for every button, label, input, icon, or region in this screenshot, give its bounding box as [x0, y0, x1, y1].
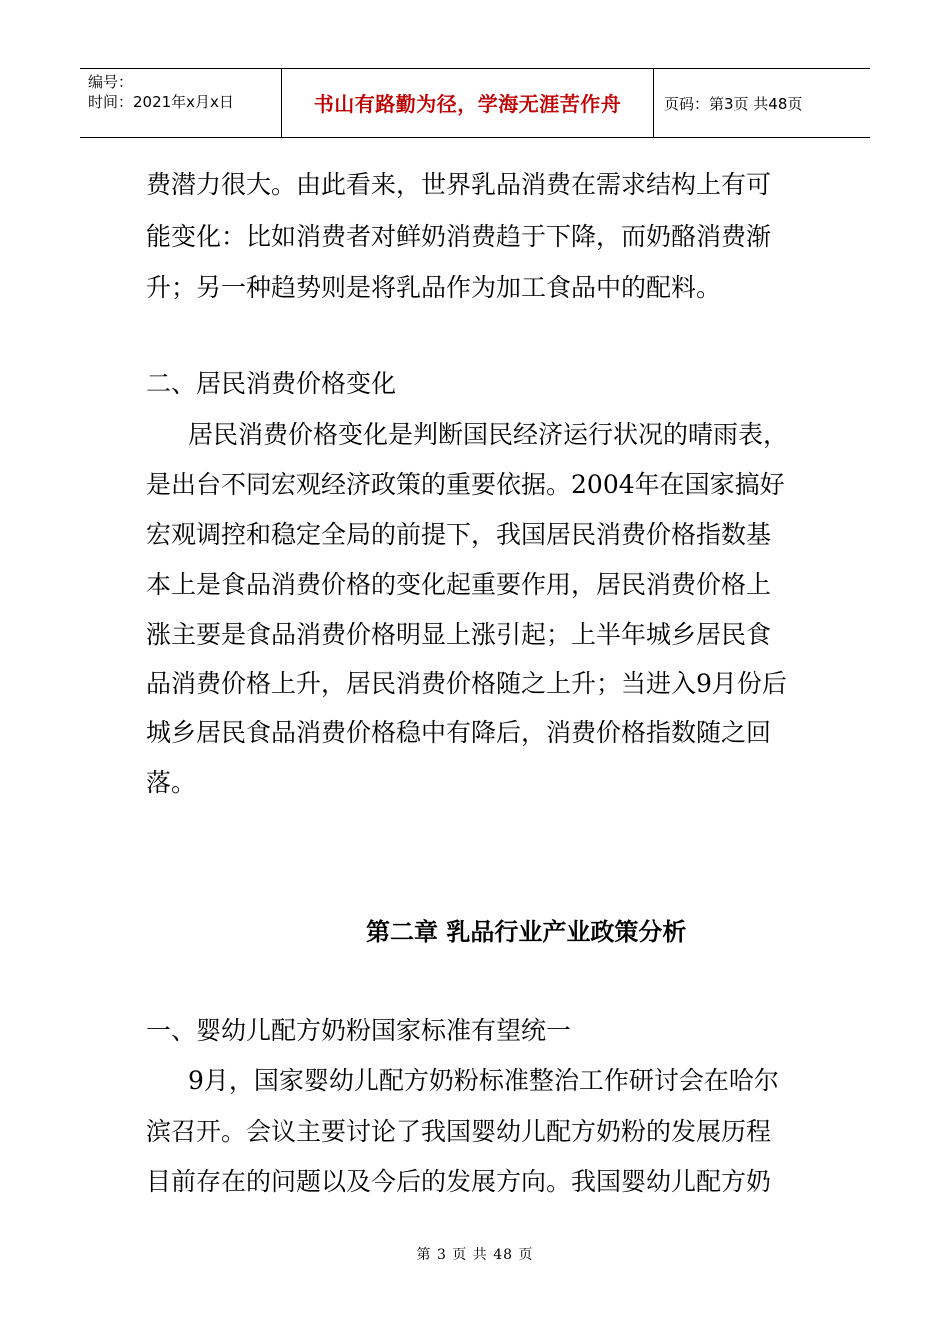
paragraph-line: 费潜力很大。由此看来，世界乳品消费在需求结构上有可	[146, 170, 772, 199]
header-motto: 书山有路勤为径，学海无涯苦作舟	[313, 92, 622, 116]
paragraph-line: 9月，国家婴幼儿配方奶粉标准整治工作研讨会在哈尔	[188, 1066, 779, 1095]
header-middle-cell	[282, 69, 654, 137]
paragraph-line: 目前存在的问题以及今后的发展方向。我国婴幼儿配方奶	[146, 1167, 772, 1196]
paragraph-line: 涨主要是食品消费价格明显上涨引起；上半年城乡居民食	[146, 620, 772, 649]
document-date-label: 时间：2021年x月x日	[88, 93, 234, 111]
paragraph-line: 是出台不同宏观经济政策的重要依据。2004年在国家搞好	[146, 470, 785, 499]
section-heading: 二、居民消费价格变化	[146, 369, 397, 398]
header-right-cell	[654, 69, 870, 137]
paragraph-line: 落。	[146, 768, 197, 797]
document-number-label: 编号：	[88, 73, 134, 91]
header-left-cell	[80, 69, 282, 137]
section-heading: 一、婴幼儿配方奶粉国家标准有望统一	[146, 1016, 572, 1045]
chapter-title: 第二章 乳品行业产业政策分析	[366, 917, 687, 946]
paragraph-line: 升；另一种趋势则是将乳品作为加工食品中的配料。	[146, 273, 722, 302]
page-footer: 第 3 页 共 48 页	[416, 1247, 534, 1263]
paragraph-line: 品消费价格上升，居民消费价格随之上升；当进入9月份后	[146, 669, 787, 698]
paragraph-line: 本上是食品消费价格的变化起重要作用，居民消费价格上	[146, 570, 772, 599]
paragraph-line: 滨召开。会议主要讨论了我国婴幼儿配方奶粉的发展历程	[146, 1117, 772, 1146]
paragraph-line: 居民消费价格变化是判断国民经济运行状况的晴雨表，	[188, 420, 789, 449]
paragraph-line: 能变化：比如消费者对鲜奶消费趋于下降，而奶酪消费渐	[146, 222, 772, 251]
paragraph-line: 宏观调控和稳定全局的前提下，我国居民消费价格指数基	[146, 520, 772, 549]
paragraph-line: 城乡居民食品消费价格稳中有降后，消费价格指数随之回	[146, 718, 772, 747]
header-page-info: 页码：第3页 共48页	[664, 95, 803, 113]
document-header	[80, 68, 870, 138]
